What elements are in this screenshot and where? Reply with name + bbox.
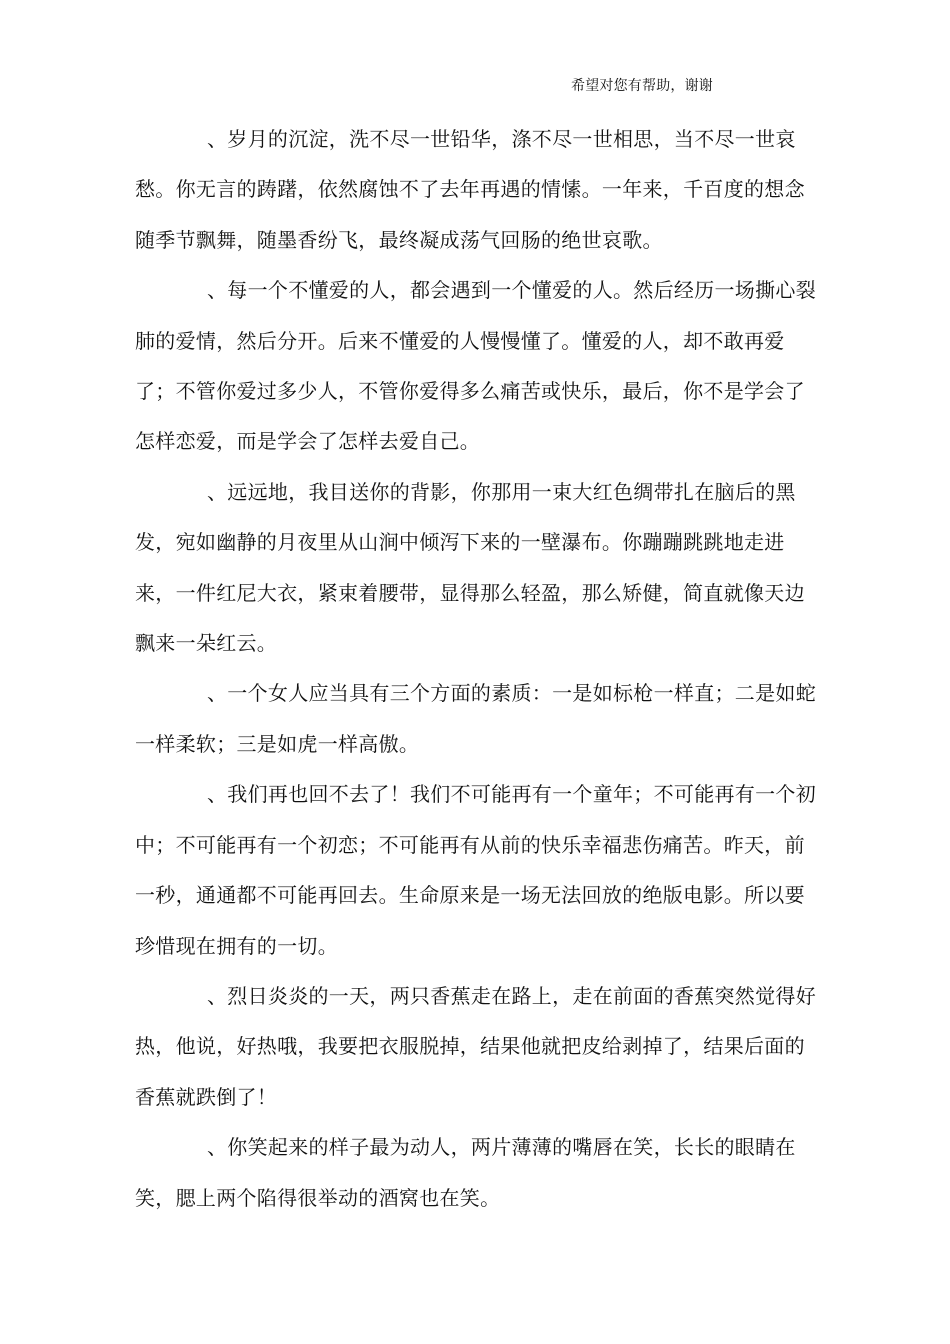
paragraph-7: 、你笑起来的样子最为动人，两片薄薄的嘴唇在笑，长长的眼睛在笑，腮上两个陷得很举动的酒窝也在笑。	[135, 1135, 796, 1210]
paragraph-6: 、烈日炎炎的一天，两只香蕉走在路上，走在前面的香蕉突然觉得好热，他说，好热哦，我要把衣服脱掉，结果他就把皮给剥掉了，结果后面的香蕉就跌倒了！	[135, 983, 816, 1109]
document-body	[135, 114, 825, 1223]
paragraph-1: 、岁月的沉淀，洗不尽一世铅华，涤不尽一世相思，当不尽一世哀愁。你无言的踌躇，依然腐蚀不了去年再遇的情愫。一年来，千百度的想念随季节飘舞，随墨香纷飞，最终凝成荡气回肠的绝世哀歌。	[135, 127, 805, 252]
paragraph-2: 、每一个不懂爱的人，都会遇到一个懂爱的人。然后经历一场撕心裂肺的爱情，然后分开。后来不懂爱的人慢慢懂了。懂爱的人，却不敢再爱了；不管你爱过多少人，不管你爱得多么痛苦或快乐，最后，你不是学会了怎样恋爱，而是学会了怎样去爱自己。	[135, 278, 816, 454]
paragraph-4: 、一个女人应当具有三个方面的素质：一是如标枪一样直；二是如蛇一样柔软；三是如虎一样高傲。	[135, 681, 816, 756]
paragraph-3: 、远远地，我目送你的背影，你那用一束大红色绸带扎在脑后的黑发，宛如幽静的月夜里从山涧中倾泻下来的一壁瀑布。你蹦蹦跳跳地走进来，一件红尼大衣，紧束着腰带，显得那么轻盈，那么矫健，简直就像天边飘来一朵红云。	[135, 479, 805, 656]
paragraph-5: 、我们再也回不去了！我们不可能再有一个童年；不可能再有一个初中；不可能再有一个初恋；不可能再有从前的快乐幸福悲伤痛苦。昨天，前一秒，通通都不可能再回去。生命原来是一场无法回放的绝版电影。所以要珍惜现在拥有的一切。	[135, 782, 816, 958]
header-note: 希望对您有帮助，谢谢	[571, 78, 713, 94]
